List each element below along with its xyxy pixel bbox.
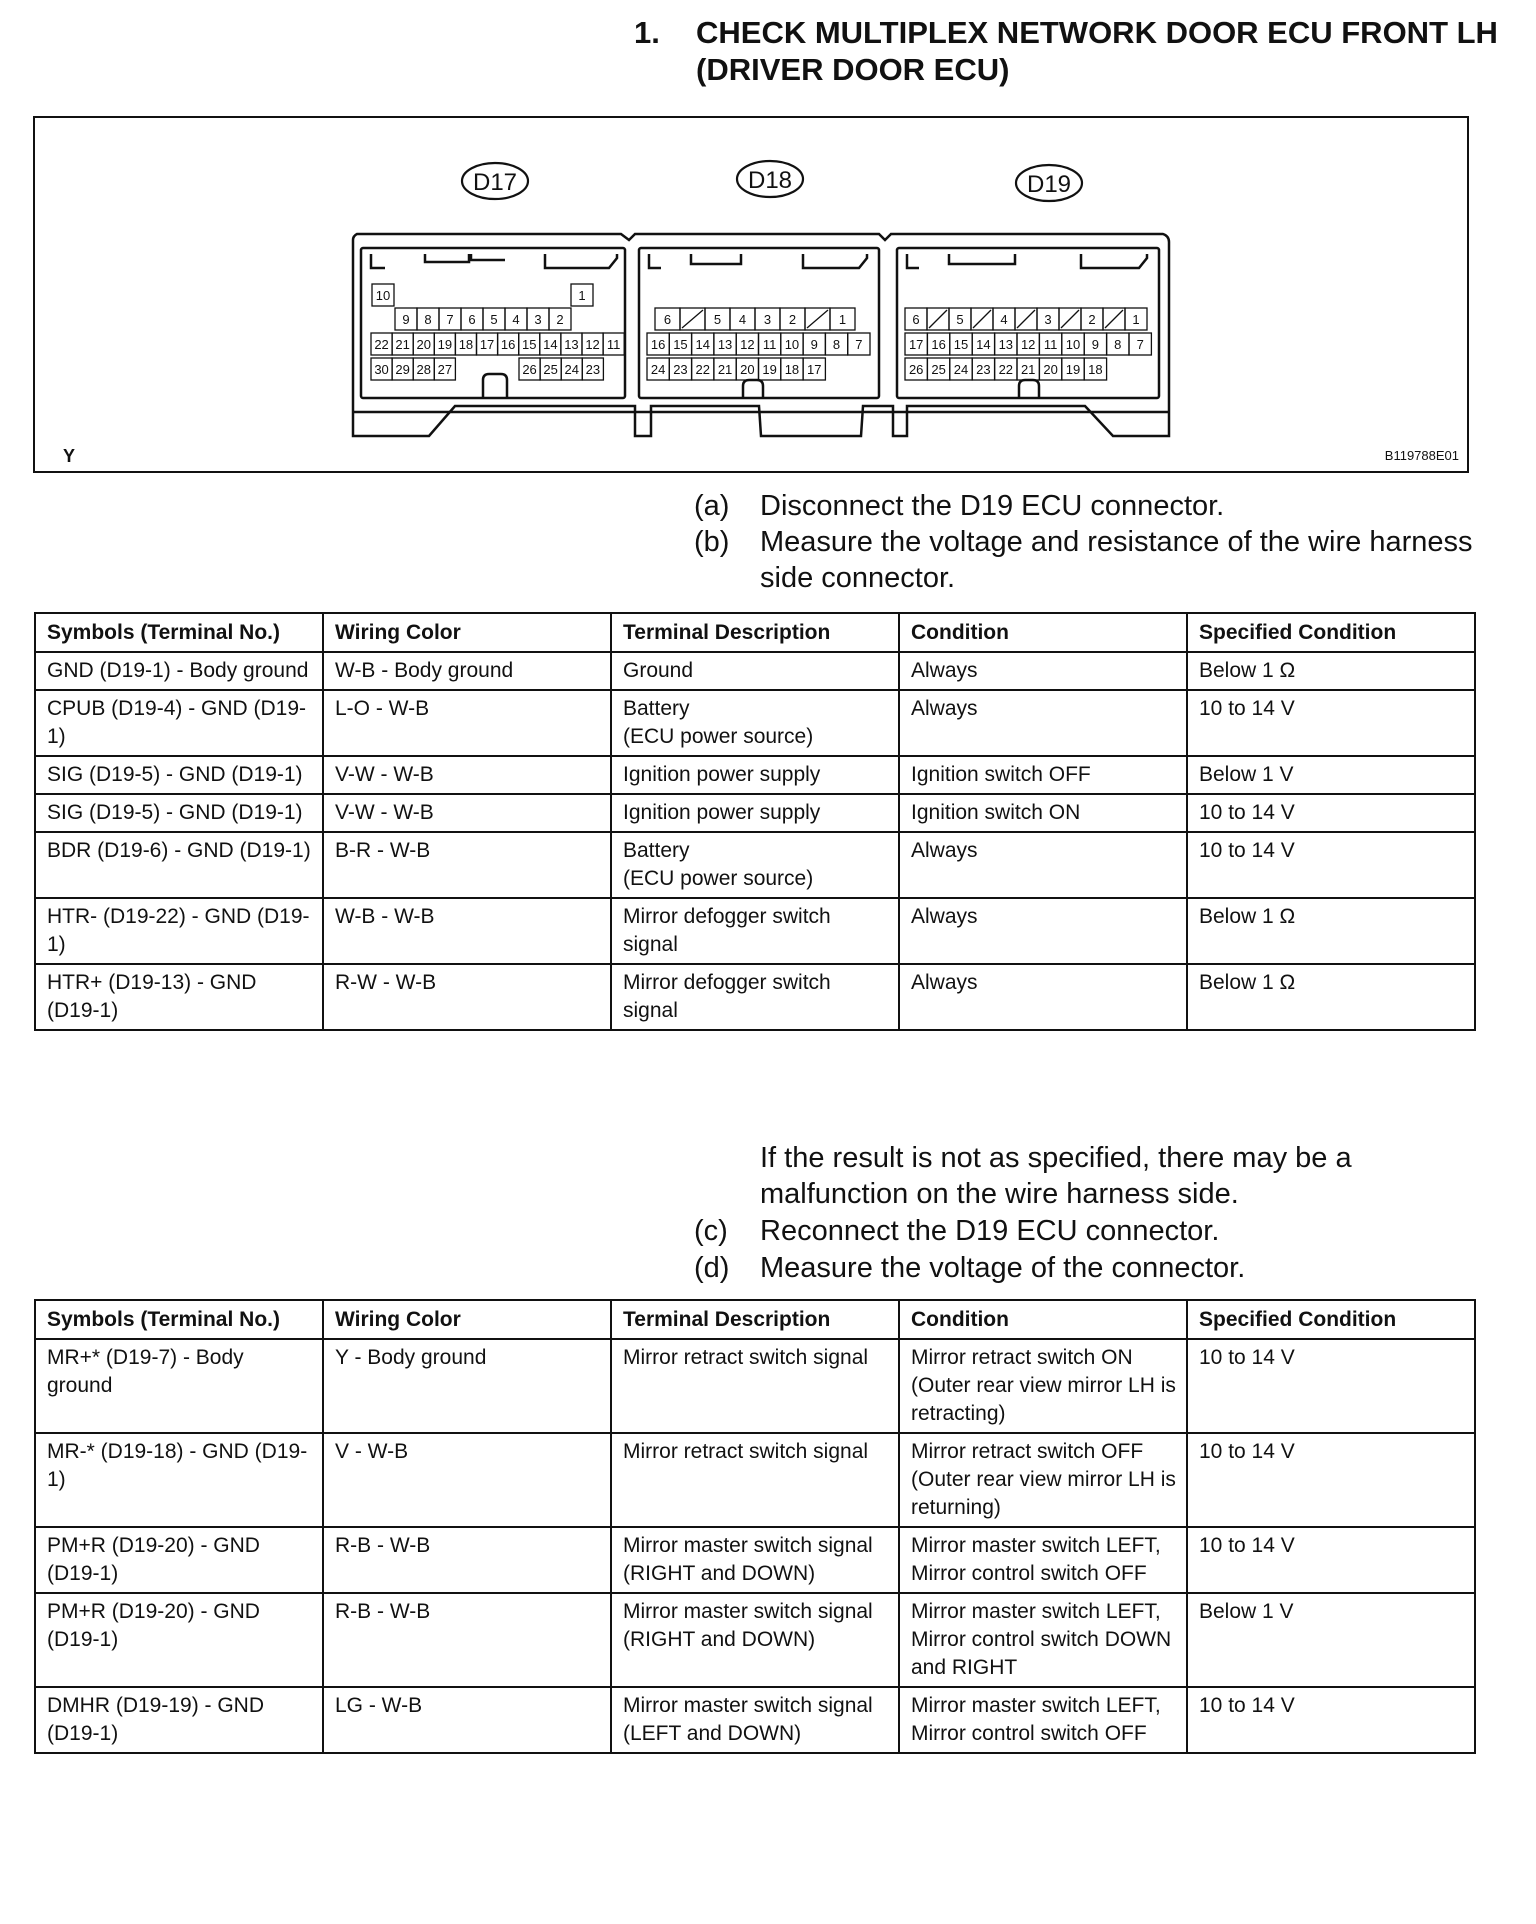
table-cell: Below 1 V <box>1187 756 1475 794</box>
table-cell: W-B - Body ground <box>323 652 611 690</box>
pin-number: 21 <box>1020 362 1036 377</box>
table-header-row <box>35 1300 1475 1339</box>
table-cell: R-B - W-B <box>323 1527 611 1593</box>
pin-number: 26 <box>522 362 537 377</box>
column-header: Wiring Color <box>323 613 611 652</box>
step-c-text: Reconnect the D19 ECU connector. <box>760 1215 1220 1247</box>
unused-pin-slash <box>682 310 703 328</box>
pin-number: 17 <box>479 337 495 352</box>
step-title: CHECK MULTIPLEX NETWORK DOOR ECU FRONT LH (DRIVER DOOR ECU) <box>696 15 1498 87</box>
column-header: Condition <box>899 613 1187 652</box>
table-row <box>35 1527 1475 1593</box>
pin-number: 10 <box>375 288 391 303</box>
result-note: If the result is not as specified, there may be a malfunction on the wire harness side. <box>760 1142 1352 1210</box>
table-cell: Mirror retract switch signal <box>611 1339 899 1433</box>
pin-number: 19 <box>437 337 453 352</box>
pin-number: 18 <box>784 362 800 377</box>
table-cell: Battery (ECU power source) <box>611 690 899 756</box>
table-cell: Below 1 V <box>1187 1593 1475 1687</box>
pin-number: 24 <box>953 362 969 377</box>
pin-number: 20 <box>1043 362 1058 377</box>
pin-number: 2 <box>788 312 797 327</box>
connector-voltage-table <box>34 1299 1476 1754</box>
pin-number: 16 <box>931 337 946 352</box>
table-row <box>35 794 1475 832</box>
table-cell: MR-* (D19-18) - GND (D19-1) <box>35 1433 323 1527</box>
pin-number: 15 <box>673 337 688 352</box>
pin-number: 23 <box>673 362 688 377</box>
pin-number: 11 <box>606 337 621 352</box>
unused-pin-slash <box>1061 310 1079 328</box>
pin-number: 16 <box>500 337 516 352</box>
pin-number: 28 <box>416 362 431 377</box>
column-header: Wiring Color <box>323 1300 611 1339</box>
pin-number: 4 <box>1000 312 1008 327</box>
table-cell: B-R - W-B <box>323 832 611 898</box>
pin-number: 21 <box>717 362 733 377</box>
column-header: Symbols (Terminal No.) <box>35 613 323 652</box>
pin-number: 5 <box>956 312 964 327</box>
table-row <box>35 756 1475 794</box>
resistance-voltage-table <box>34 612 1476 1031</box>
step-b-text: Measure the voltage and resistance of the wire harness side connector. <box>760 526 1473 594</box>
table-cell: 10 to 14 V <box>1187 832 1475 898</box>
table-cell: V-W - W-B <box>323 756 611 794</box>
table-cell: Mirror defogger switch signal <box>611 964 899 1030</box>
pin-number: 9 <box>1091 337 1100 352</box>
pin-number: 13 <box>998 337 1014 352</box>
table-cell: Below 1 Ω <box>1187 964 1475 1030</box>
table-cell: CPUB (D19-4) - GND (D19-1) <box>35 690 323 756</box>
table-cell: SIG (D19-5) - GND (D19-1) <box>35 756 323 794</box>
pin-number: 24 <box>650 362 666 377</box>
table-row <box>35 1339 1475 1433</box>
pin-number: 9 <box>402 312 410 327</box>
table-cell: Always <box>899 832 1187 898</box>
column-header: Specified Condition <box>1187 613 1475 652</box>
pin-number: 4 <box>512 312 520 327</box>
pin-number: 23 <box>976 362 991 377</box>
pin-number: 9 <box>810 337 818 352</box>
table-header-row <box>35 613 1475 652</box>
table-cell: MR+* (D19-7) - Body ground <box>35 1339 323 1433</box>
unused-pin-slash <box>973 310 991 328</box>
table-cell: V - W-B <box>323 1433 611 1527</box>
table-cell: Mirror master switch signal (RIGHT and DOWN) <box>611 1527 899 1593</box>
pin-number: 7 <box>855 337 863 352</box>
table-cell: 10 to 14 V <box>1187 1339 1475 1433</box>
connector-diagram <box>33 116 1469 473</box>
pin-number: 26 <box>908 362 924 377</box>
pin-number: 6 <box>468 312 476 327</box>
pin-number: 21 <box>395 337 410 352</box>
pin-number: 20 <box>740 362 755 377</box>
unused-pin-slash <box>807 310 828 328</box>
pin-number: 6 <box>912 312 920 327</box>
table-cell: GND (D19-1) - Body ground <box>35 652 323 690</box>
pin-number: 3 <box>1044 312 1052 327</box>
table-cell: R-W - W-B <box>323 964 611 1030</box>
pin-number: 14 <box>543 337 558 352</box>
pin-number: 8 <box>832 337 841 352</box>
table-cell: HTR+ (D19-13) - GND (D19-1) <box>35 964 323 1030</box>
table-cell: Ignition power supply <box>611 756 899 794</box>
step-d-text: Measure the voltage of the connector. <box>760 1252 1246 1284</box>
column-header: Specified Condition <box>1187 1300 1475 1339</box>
table-cell: Ignition switch ON <box>899 794 1187 832</box>
pin-number: 11 <box>1043 337 1058 352</box>
pin-number: 29 <box>395 362 410 377</box>
table-cell: DMHR (D19-19) - GND (D19-1) <box>35 1687 323 1753</box>
pin-number: 2 <box>556 312 564 327</box>
table-cell: Mirror master switch signal (LEFT and DOWN) <box>611 1687 899 1753</box>
connector-name: D17 <box>472 169 518 196</box>
pin-number: 15 <box>953 337 969 352</box>
pin-number: 24 <box>564 362 579 377</box>
pin-number: 14 <box>976 337 991 352</box>
table-cell: 10 to 14 V <box>1187 1687 1475 1753</box>
table-row <box>35 690 1475 756</box>
figure-corner-letter: Y <box>63 446 76 466</box>
table-cell: Always <box>899 898 1187 964</box>
pin-number: 5 <box>713 312 722 327</box>
table-cell: Mirror defogger switch signal <box>611 898 899 964</box>
pin-number: 22 <box>695 362 710 377</box>
pin-number: 22 <box>374 337 389 352</box>
table-cell: Battery (ECU power source) <box>611 832 899 898</box>
table-cell: Mirror master switch LEFT, Mirror control switch DOWN and RIGHT <box>899 1593 1187 1687</box>
column-header: Condition <box>899 1300 1187 1339</box>
pin-number: 12 <box>1020 337 1036 352</box>
pin-number: 8 <box>1114 337 1122 352</box>
table-cell: Mirror master switch LEFT, Mirror control switch OFF <box>899 1687 1187 1753</box>
pin-number: 7 <box>1136 337 1144 352</box>
table-row <box>35 832 1475 898</box>
table-cell: Below 1 Ω <box>1187 898 1475 964</box>
pin-number: 20 <box>416 337 431 352</box>
unused-pin-slash <box>1105 310 1123 328</box>
table-cell: R-B - W-B <box>323 1593 611 1687</box>
pin-number: 10 <box>784 337 800 352</box>
table-cell: Y - Body ground <box>323 1339 611 1433</box>
table-row <box>35 1433 1475 1527</box>
column-header: Terminal Description <box>611 1300 899 1339</box>
pin-number: 17 <box>908 337 924 352</box>
pin-number: 25 <box>543 362 558 377</box>
step-a-text: Disconnect the D19 ECU connector. <box>760 490 1225 522</box>
table-cell: Ignition switch OFF <box>899 756 1187 794</box>
pin-number: 13 <box>717 337 733 352</box>
pin-number: 1 <box>838 312 847 327</box>
figure-code: B119788E01 <box>1384 448 1459 463</box>
pin-number: 30 <box>374 362 389 377</box>
column-header: Terminal Description <box>611 613 899 652</box>
pin-number: 22 <box>998 362 1014 377</box>
table-cell: Mirror master switch LEFT, Mirror control switch OFF <box>899 1527 1187 1593</box>
table-row <box>35 964 1475 1030</box>
pin-number: 13 <box>564 337 579 352</box>
connector-name: D19 <box>1026 171 1072 198</box>
pin-number: 19 <box>762 362 777 377</box>
table-cell: V-W - W-B <box>323 794 611 832</box>
column-header: Symbols (Terminal No.) <box>35 1300 323 1339</box>
table-cell: Below 1 Ω <box>1187 652 1475 690</box>
table-row <box>35 1593 1475 1687</box>
unused-pin-slash <box>1017 310 1035 328</box>
pin-number: 27 <box>437 362 453 377</box>
pin-number: 3 <box>534 312 542 327</box>
table-cell: SIG (D19-5) - GND (D19-1) <box>35 794 323 832</box>
table-row <box>35 1687 1475 1753</box>
table-cell: LG - W-B <box>323 1687 611 1753</box>
table-cell: Ignition power supply <box>611 794 899 832</box>
step-d-label: (d) <box>694 1252 730 1284</box>
table-cell: Mirror retract switch ON (Outer rear view mirror LH is retracting) <box>899 1339 1187 1433</box>
pin-number: 17 <box>807 362 822 377</box>
pin-number: 15 <box>522 337 537 352</box>
table-cell: Mirror retract switch signal <box>611 1433 899 1527</box>
pin-number: 14 <box>695 337 710 352</box>
pin-number: 5 <box>490 312 498 327</box>
pin-number: 18 <box>458 337 474 352</box>
pin-number: 12 <box>585 337 600 352</box>
pin-number: 2 <box>1088 312 1096 327</box>
pin-number: 23 <box>585 362 601 377</box>
pin-number: 10 <box>1065 337 1081 352</box>
pin-number: 8 <box>424 312 432 327</box>
pin-number: 19 <box>1065 362 1081 377</box>
table-cell: PM+R (D19-20) - GND (D19-1) <box>35 1593 323 1687</box>
table-cell: 10 to 14 V <box>1187 794 1475 832</box>
pin-number: 12 <box>740 337 755 352</box>
table-cell: 10 to 14 V <box>1187 1527 1475 1593</box>
table-cell: PM+R (D19-20) - GND (D19-1) <box>35 1527 323 1593</box>
pin-number: 6 <box>663 312 672 327</box>
pin-number: 4 <box>738 312 747 327</box>
table-cell: L-O - W-B <box>323 690 611 756</box>
pin-number: 16 <box>650 337 666 352</box>
pin-number: 1 <box>1132 312 1140 327</box>
pin-number: 7 <box>446 312 454 327</box>
step-number: 1. <box>634 15 660 50</box>
pin-number: 11 <box>762 337 777 352</box>
table-row <box>35 898 1475 964</box>
step-c-label: (c) <box>694 1215 728 1247</box>
pin-number: 1 <box>578 288 586 303</box>
table-cell: Always <box>899 652 1187 690</box>
pin-number: 18 <box>1088 362 1103 377</box>
pin-number: 3 <box>763 312 772 327</box>
pin-number: 25 <box>931 362 946 377</box>
step-a-label: (a) <box>694 490 730 522</box>
unused-pin-slash <box>929 310 947 328</box>
table-cell: 10 to 14 V <box>1187 690 1475 756</box>
connector-drawing <box>35 118 1467 471</box>
table-cell: Mirror master switch signal (RIGHT and DOWN) <box>611 1593 899 1687</box>
table-cell: W-B - W-B <box>323 898 611 964</box>
table-cell: Always <box>899 964 1187 1030</box>
table-row <box>35 652 1475 690</box>
table-cell: Mirror retract switch OFF (Outer rear view mirror LH is returning) <box>899 1433 1187 1527</box>
connector-name: D18 <box>747 167 793 194</box>
step-b-label: (b) <box>694 526 730 558</box>
table-cell: Always <box>899 690 1187 756</box>
table-cell: Ground <box>611 652 899 690</box>
table-cell: 10 to 14 V <box>1187 1433 1475 1527</box>
table-cell: BDR (D19-6) - GND (D19-1) <box>35 832 323 898</box>
table-cell: HTR- (D19-22) - GND (D19-1) <box>35 898 323 964</box>
